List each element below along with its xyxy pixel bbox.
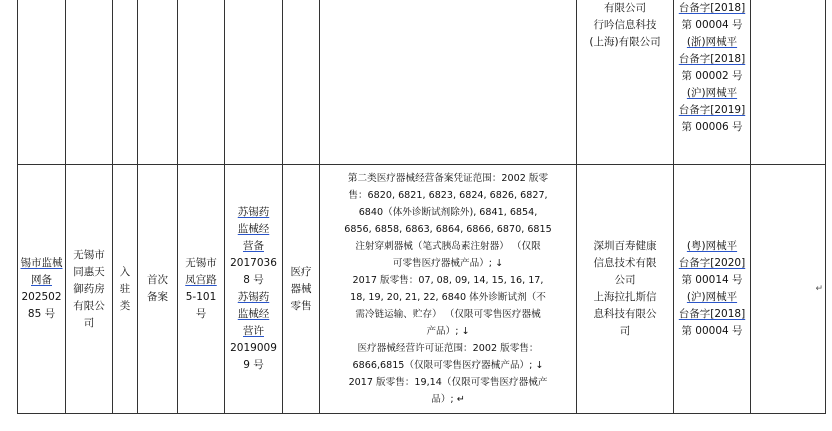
record-no-line: 锡市监械网备 — [20, 257, 63, 286]
license-line: 8 号 — [243, 274, 264, 286]
scope-line: 6840（体外诊断试剂除外), 6841, 6854, — [358, 207, 538, 218]
platform-company-line: 公司 — [614, 274, 636, 286]
table-row-1 — [18, 0, 826, 165]
record-line: 第 00004 号 — [681, 19, 743, 31]
scope-line: 6856, 6858, 6863, 6864, 6866, 6870, 6815 — [344, 224, 552, 235]
cell-remark — [751, 0, 826, 165]
scope-line: 品）; ↵ — [431, 394, 465, 405]
platform-company-line: 息科技有限公 — [593, 308, 657, 320]
scope-line: 第二类医疗器械经营备案凭证范围：2002 版零 — [347, 173, 549, 184]
scope-line: 注射穿刺器械（笔式胰岛素注射器） （仅限 — [355, 241, 541, 252]
pharmacy-line: 有限公 — [73, 299, 105, 312]
platform-record-line: 台备字[2020] — [678, 257, 746, 269]
record-table — [17, 0, 826, 414]
record-line: 第 00002 号 — [681, 70, 743, 82]
cell-platform-record — [674, 165, 751, 414]
record-line: 台备字[2018] — [678, 53, 746, 65]
platform-company-line: 上海拉扎斯信 — [593, 291, 657, 303]
scope-line: 18, 19, 20, 21, 22, 6840 体外诊断试剂（不 — [350, 292, 546, 303]
platform-company-line: 深圳百寿健康 — [593, 240, 657, 252]
cell-platform-company — [577, 165, 674, 414]
record-line: 台备字[2019] — [678, 104, 746, 116]
pharmacy-line: 无锡市 — [73, 248, 105, 261]
cell-scope — [320, 165, 577, 414]
record-line: (沪)网械平 — [686, 87, 738, 99]
scope-line: 售：6820, 6821, 6823, 6824, 6826, 6827, — [348, 190, 548, 201]
cell-platform-record — [674, 0, 751, 165]
platform-record-line: 第 00004 号 — [681, 325, 743, 337]
cell-record-no — [18, 0, 66, 165]
cell-business-mode — [283, 165, 320, 414]
company-line: 有限公司 — [604, 2, 646, 14]
entry-line: 入 — [119, 265, 131, 278]
table-row-2 — [18, 165, 826, 414]
address-line: 无锡市 — [185, 257, 217, 269]
record-line: 第 00006 号 — [681, 121, 743, 133]
address-line: 凤宫路 — [185, 274, 217, 286]
scope-line: 可零售医疗器械产品）; ↓ — [392, 258, 504, 269]
platform-record-line: 第 00014 号 — [681, 274, 743, 286]
scope-line: 需冷链运输、贮存） （仅限可零售医疗器械 — [355, 309, 541, 320]
license-line: 监械经 — [237, 223, 270, 235]
platform-record-line: (沪)网械平 — [686, 291, 738, 303]
cell-entry — [113, 0, 138, 165]
platform-record-line: 台备字[2018] — [678, 308, 746, 320]
company-line: 行吟信息科技 — [593, 19, 657, 31]
filing-type-line: 备案 — [147, 291, 168, 303]
cell-filing-type — [138, 165, 178, 414]
cell-entry — [113, 165, 138, 414]
cell-business-mode — [283, 0, 320, 165]
paragraph-mark: ↵ — [815, 284, 823, 294]
cell-platform-company — [577, 0, 674, 165]
scope-line: 医疗器械经营许可证范围：2002 版零售： — [357, 343, 539, 354]
business-mode-line: 零售 — [290, 299, 312, 312]
pharmacy-line: 司 — [83, 316, 95, 329]
entry-line: 类 — [119, 299, 131, 312]
cell-pharmacy — [66, 0, 113, 165]
license-line: 2019009 — [230, 342, 277, 354]
entry-line: 驻 — [119, 282, 131, 295]
scope-line: 2017 版零售：19,14（仅限可零售医疗器械产 — [348, 377, 548, 388]
license-line: 监械经 — [237, 308, 270, 320]
business-mode-line: 医疗 — [290, 265, 312, 278]
cell-remark — [751, 165, 826, 414]
cell-licenses — [225, 0, 283, 165]
scope-line: 2017 版零售：07, 08, 09, 14, 15, 16, 17, — [352, 275, 544, 286]
license-line: 2017036 — [230, 257, 277, 269]
address-line: 5-101 — [185, 291, 217, 303]
business-mode-line: 器械 — [290, 282, 312, 295]
record-no-line: 85 号 — [27, 308, 56, 320]
cell-filing-type — [138, 0, 178, 165]
filing-type-line: 首次 — [147, 274, 168, 286]
cell-pharmacy — [66, 165, 113, 414]
pharmacy-line: 同惠天 — [73, 265, 105, 278]
cell-scope — [320, 0, 577, 165]
cell-address — [178, 165, 225, 414]
record-line: (浙)网械平 — [686, 36, 738, 48]
platform-company-line: 司 — [619, 325, 631, 337]
address-line: 号 — [195, 308, 207, 320]
record-no-line: 202502 — [21, 291, 62, 303]
license-line: 苏锡药 — [237, 206, 270, 218]
pharmacy-line: 御药房 — [73, 282, 105, 295]
license-line: 苏锡药 — [237, 291, 270, 303]
scope-line: 6866,6815（仅限可零售医疗器械产品）; ↓ — [352, 360, 544, 371]
company-line: (上海)有限公司 — [589, 36, 661, 48]
license-line: 营许 — [243, 325, 264, 337]
cell-licenses — [225, 165, 283, 414]
license-line: 9 号 — [243, 359, 264, 371]
cell-address — [178, 0, 225, 165]
platform-record-line: (粤)网械平 — [686, 240, 738, 252]
license-line: 营备 — [243, 240, 264, 252]
platform-company-line: 信息技术有限 — [593, 257, 657, 269]
scope-line: 产品）; ↓ — [426, 326, 470, 337]
cell-record-no — [18, 165, 66, 414]
record-line: 台备字[2018] — [678, 2, 746, 14]
